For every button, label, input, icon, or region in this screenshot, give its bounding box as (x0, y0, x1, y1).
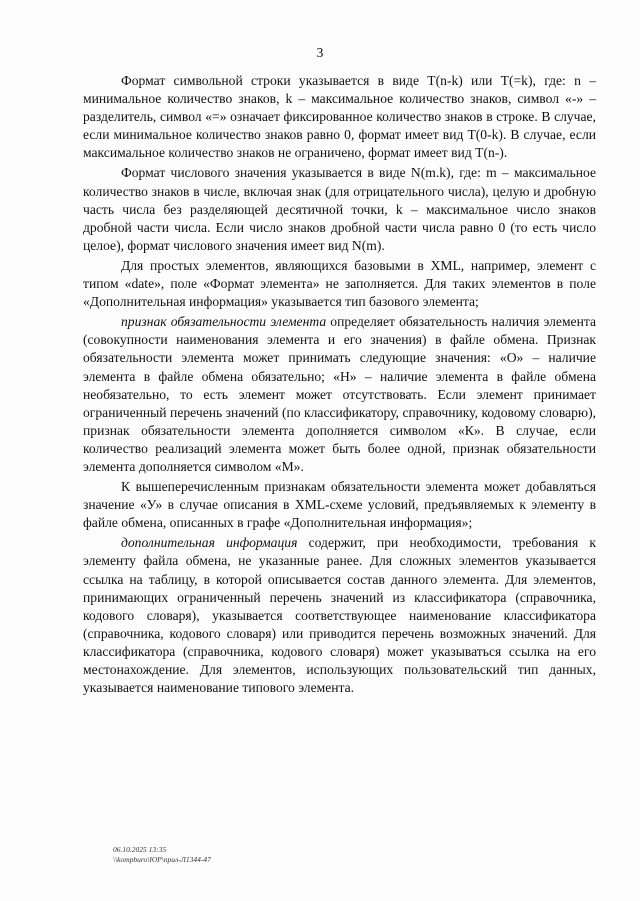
paragraph-text: Формат символьной строки указывается в виде T(n-k) или T(=k), где: n – минимальное количество знаков, k – максимальное количество знаков, символ «-» – разделитель, символ «=» означает фиксированное количество знаков в строке. В случае, если минимальное количество знаков равно 0, формат имеет вид T(0-k). В случае, если максимальное количество знаков не ограничено, формат имеет вид T(n-). (83, 73, 596, 161)
paragraph-lead: признак обязательности элемента (121, 314, 327, 330)
paragraph-conditional-flag (83, 478, 596, 532)
paragraph-simple-elements (83, 257, 596, 311)
paragraph-required-flag (83, 313, 596, 476)
document-footer (113, 845, 211, 864)
paragraph-number-format (83, 164, 596, 254)
page-number: 3 (316, 45, 324, 60)
paragraph-text: К вышеперечисленным признакам обязательности элемента может добавляться значение «У» в случае описания в XML-схеме условий, предъявляемых к элементу в файле обмена, описанных в графе «Дополнительная информация»; (83, 479, 596, 531)
paragraph-text: Формат числового значения указывается в виде N(m.k), где: m – максимальное количество знаков в числе, включая знак (для отрицательного числа), целую и дробную часть числа без разделяющей десятичной точки, k – максимальное число знаков дробной части числа. Если число знаков дробной части числа равно 0 (то есть число целое), формат числового значения имеет вид N(m). (83, 165, 596, 253)
document-body (83, 72, 596, 699)
paragraph-lead: дополнительная информация (121, 535, 298, 551)
paragraph-text: содержит, при необходимости, требования к элементу файла обмена, не указанные ранее. Для сложных элементов указывается ссылка на таблицу, в которой описывается состав данного элемента. Для элементов, принимающих ограниченный перечень значений из классификатора (справочника, кодового словаря), указывается соответствующее наименование классификатора (справочника, кодового словаря) или приводится перечень возможных значений. Для классификатора (справочника, кодового словаря) может указываться ссылка на его местонахождение. Для элементов, использующих пользовательский тип данных, указывается наименование типового элемента. (83, 535, 597, 696)
paragraph-text: Для простых элементов, являющихся базовыми в XML, например, элемент с типом «date», поле «Формат элемента» не заполняется. Для таких элементов в поле «Дополнительная информация» указывается тип базового элемента; (83, 257, 596, 310)
paragraph-string-format (83, 72, 596, 162)
paragraph-additional-info (83, 534, 596, 697)
footer-file-path: \\kompburo\ЮР\прил-Л1344-47 (113, 854, 211, 864)
paragraph-text: определяет обязательность наличия элемента (совокупности наименования элемента и его значения) в файле обмена. Признак обязательности элемента может принимать следующие значения: «О» – наличие элемента в файле обмена обязательно; «Н» – наличие элемента в файле обмена необязательно, то есть элемент может отсутствовать. Если элемент принимает ограниченный перечень значений (по классификатору, справочнику, кодовому словарю), признак обязательности элемента дополняется символом «К». В случае, если количество реализаций элемента может быть более одной, признак обязательности элемента дополняется символом «М». (83, 314, 596, 474)
footer-timestamp: 06.10.2025 13:35 (113, 845, 167, 854)
